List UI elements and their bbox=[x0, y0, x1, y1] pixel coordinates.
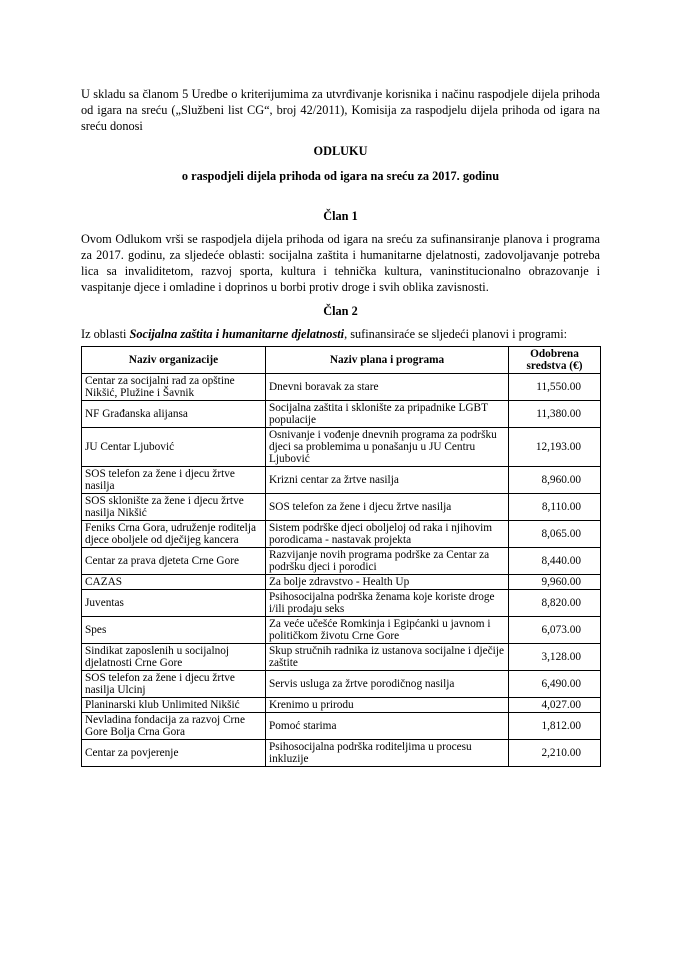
cell-program: Za bolje zdravstvo - Health Up bbox=[266, 575, 509, 590]
lead-prefix: Iz oblasti bbox=[81, 327, 130, 341]
cell-amount: 8,110.00 bbox=[509, 494, 601, 521]
table-header-row bbox=[82, 347, 601, 374]
cell-amount: 11,380.00 bbox=[509, 401, 601, 428]
table-row bbox=[82, 575, 601, 590]
document-subtitle: o raspodjeli dijela prihoda od igara na sreću za 2017. godinu bbox=[181, 169, 500, 183]
cell-program: Pomoć starima bbox=[266, 713, 509, 740]
cell-program: Psihosocijalna podrška roditeljima u procesu inkluzije bbox=[266, 740, 509, 767]
cell-organization: Planinarski klub Unlimited Nikšić bbox=[82, 698, 266, 713]
header-amount bbox=[509, 347, 601, 374]
document-page bbox=[81, 86, 600, 767]
cell-organization: SOS sklonište za žene i djecu žrtve nasilja Nikšić bbox=[82, 494, 266, 521]
cell-organization: Feniks Crna Gora, udruženje roditelja djece oboljele od dječijeg kancera bbox=[82, 521, 266, 548]
table-row bbox=[82, 617, 601, 644]
intro-paragraph: U skladu sa članom 5 Uredbe o kriterijumima za utvrđivanje korisnika i načinu raspodjele dijela prihoda od igara na sreću („Službeni list CG“, broj 42/2011), Komisija za raspodjelu dijela prihoda od igara na sreću donosi bbox=[81, 87, 600, 133]
lead-suffix: , sufinansiraće se sljedeći planovi i programi: bbox=[344, 327, 568, 341]
table-row bbox=[82, 713, 601, 740]
table-row bbox=[82, 521, 601, 548]
table-row bbox=[82, 401, 601, 428]
cell-organization: Sindikat zaposlenih u socijalnoj djelatnosti Crne Gore bbox=[82, 644, 266, 671]
cell-amount: 8,440.00 bbox=[509, 548, 601, 575]
cell-amount: 6,490.00 bbox=[509, 671, 601, 698]
table-row bbox=[82, 548, 601, 575]
cell-organization: JU Centar Ljubović bbox=[82, 428, 266, 467]
table-row bbox=[82, 467, 601, 494]
clan-2-lead bbox=[81, 326, 600, 342]
cell-amount: 2,210.00 bbox=[509, 740, 601, 767]
cell-program: Dnevni boravak za stare bbox=[266, 374, 509, 401]
allocation-table bbox=[81, 346, 601, 767]
header-organization: Naziv organizacije bbox=[82, 347, 266, 374]
cell-organization: CAZAS bbox=[82, 575, 266, 590]
cell-amount: 6,073.00 bbox=[509, 617, 601, 644]
clan-1-heading: Član 1 bbox=[323, 209, 358, 223]
cell-amount: 4,027.00 bbox=[509, 698, 601, 713]
table-row bbox=[82, 428, 601, 467]
cell-program: Servis usluga za žrtve porodičnog nasilja bbox=[266, 671, 509, 698]
cell-organization: NF Građanska alijansa bbox=[82, 401, 266, 428]
cell-organization: Centar za prava djeteta Crne Gore bbox=[82, 548, 266, 575]
cell-program: Osnivanje i vođenje dnevnih programa za podršku djeci sa problemima u ponašanju u JU Centru Ljubović bbox=[266, 428, 509, 467]
cell-program: Skup stručnih radnika iz ustanova socijalne i dječije zaštite bbox=[266, 644, 509, 671]
table-row bbox=[82, 644, 601, 671]
cell-amount: 8,960.00 bbox=[509, 467, 601, 494]
cell-organization: Nevladina fondacija za razvoj Crne Gore Bolja Crna Gora bbox=[82, 713, 266, 740]
table-row bbox=[82, 698, 601, 713]
cell-program: Socijalna zaštita i sklonište za pripadnike LGBT populacije bbox=[266, 401, 509, 428]
cell-amount: 8,820.00 bbox=[509, 590, 601, 617]
table-row bbox=[82, 590, 601, 617]
cell-amount: 11,550.00 bbox=[509, 374, 601, 401]
cell-organization: SOS telefon za žene i djecu žrtve nasilja bbox=[82, 467, 266, 494]
cell-program: Krenimo u prirodu bbox=[266, 698, 509, 713]
cell-program: SOS telefon za žene i djecu žrtve nasilja bbox=[266, 494, 509, 521]
cell-program: Za veće učešće Romkinja i Egipćanki u javnom i političkom životu Crne Gore bbox=[266, 617, 509, 644]
cell-organization: Juventas bbox=[82, 590, 266, 617]
header-amount-line1: Odobrena bbox=[530, 348, 579, 360]
cell-amount: 1,812.00 bbox=[509, 713, 601, 740]
cell-program: Sistem podrške djeci oboljeloj od raka i njihovim porodicama - nastavak projekta bbox=[266, 521, 509, 548]
cell-program: Psihosocijalna podrška ženama koje koriste droge i/ili prodaju seks bbox=[266, 590, 509, 617]
table-row bbox=[82, 374, 601, 401]
cell-amount: 9,960.00 bbox=[509, 575, 601, 590]
cell-organization: Centar za povjerenje bbox=[82, 740, 266, 767]
cell-amount: 12,193.00 bbox=[509, 428, 601, 467]
cell-organization: Centar za socijalni rad za opštine Nikšić, Plužine i Šavnik bbox=[82, 374, 266, 401]
table-row bbox=[82, 671, 601, 698]
header-amount-line2: sredstva (€) bbox=[526, 360, 583, 372]
cell-organization: Spes bbox=[82, 617, 266, 644]
cell-amount: 3,128.00 bbox=[509, 644, 601, 671]
header-program: Naziv plana i programa bbox=[266, 347, 509, 374]
document-title: ODLUKU bbox=[313, 144, 368, 158]
table-row bbox=[82, 494, 601, 521]
clan-2-heading: Član 2 bbox=[323, 304, 358, 318]
clan-1-text: Ovom Odlukom vrši se raspodjela dijela prihoda od igara na sreću za sufinansiranje planova i programa za 2017. godinu, za sljedeće oblasti: socijalna zaštita i humanitarne djelatnosti, zadovoljavanje potreba lica sa invaliditetom, razvoj sporta, kultura i tehnička kultura, vaninstitucionalno obrazovanje i vaspitanje djece i omladine i doprinos u borbi protiv droge i svih oblika zavisnosti. bbox=[81, 232, 600, 294]
table-row bbox=[82, 740, 601, 767]
lead-emphasis: Socijalna zaštita i humanitarne djelatnosti bbox=[129, 327, 345, 341]
cell-program: Krizni centar za žrtve nasilja bbox=[266, 467, 509, 494]
cell-amount: 8,065.00 bbox=[509, 521, 601, 548]
cell-organization: SOS telefon za žene i djecu žrtve nasilja Ulcinj bbox=[82, 671, 266, 698]
cell-program: Razvijanje novih programa podrške za Centar za podršku djeci i porodici bbox=[266, 548, 509, 575]
